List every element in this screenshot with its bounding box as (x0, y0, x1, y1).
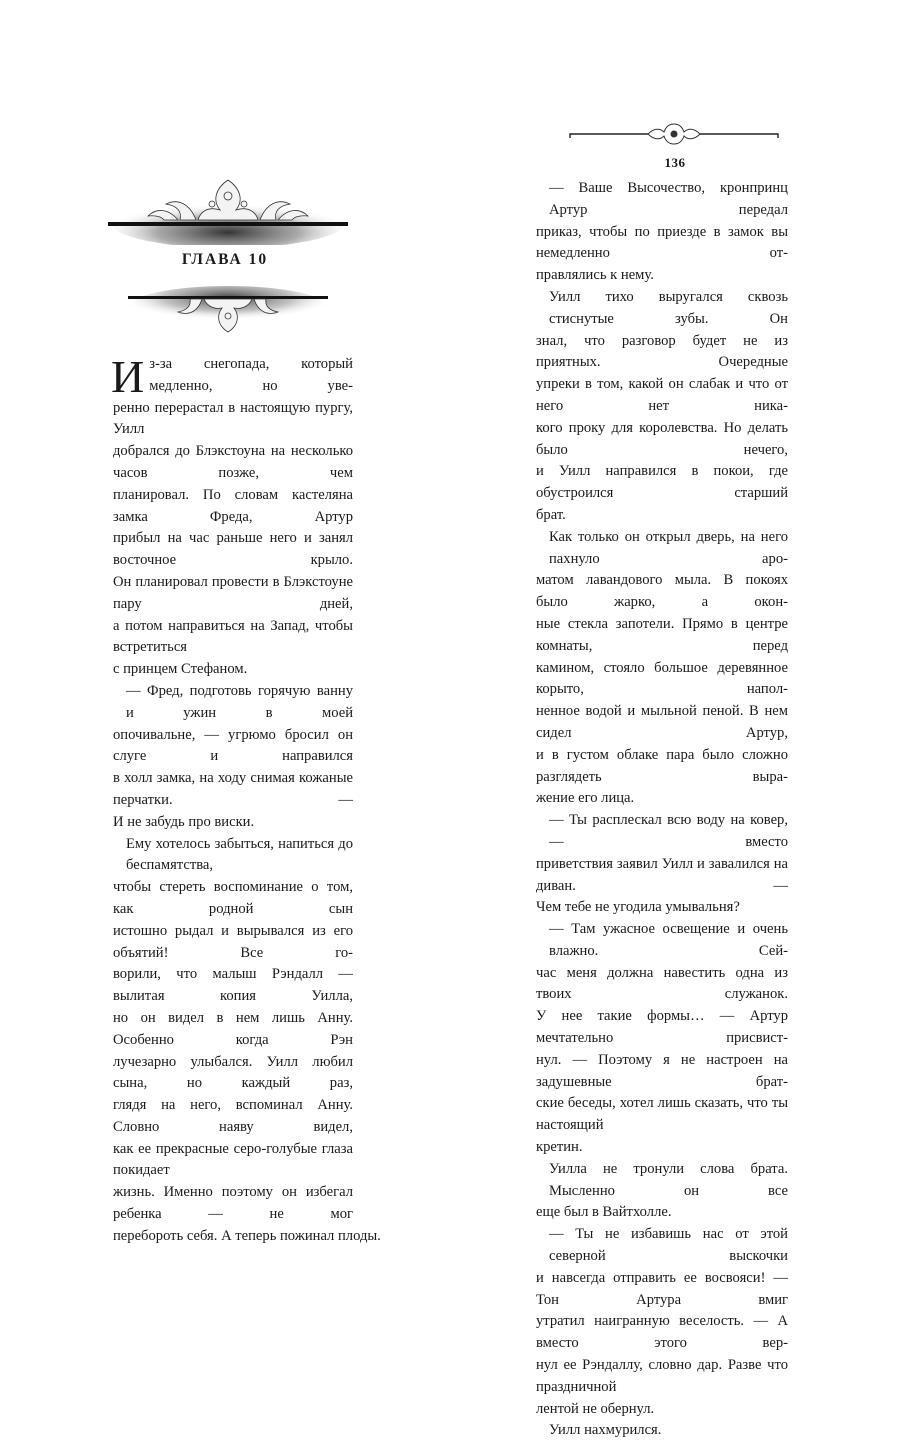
paragraph-continuation (113, 877, 381, 1248)
paragraph (113, 834, 353, 878)
text-line: ненное водой и мыльной пеной. В нем сидел Артур, (536, 703, 788, 741)
text-line: приветствия заявил Уилл и завалился на диван. — (536, 855, 788, 894)
text-line: жение его лица. (536, 790, 635, 807)
text-line: и Уилл направился в покои, где обустроился старший (536, 463, 788, 502)
chapter-top-ornament-icon (108, 160, 348, 245)
text-line: Он планировал провести в Блэкстоуне пару дней, (113, 573, 353, 612)
text-line: нул. — Поэтому я не настроен на задушевные брат- (536, 1051, 788, 1090)
text-line: брат. (536, 506, 566, 523)
text-line: Ему хотелось забыться, напиться до беспамятства, (126, 835, 353, 874)
text-line: Уилл тихо выругался сквозь стиснутые зубы. Он (549, 288, 788, 327)
text-line: — Ты расплескал всю воду на ковер, — вместо (549, 812, 788, 850)
left-page (0, 0, 450, 1244)
right-page-text (536, 178, 788, 1442)
text-line: с принцем Стефаном. (113, 661, 248, 678)
left-page-text (111, 351, 381, 1248)
text-line: Уилла не тронули слова брата. Мысленно он все (549, 1160, 788, 1199)
text-line: Чем тебе не угодила умывальня? (536, 899, 740, 916)
text-line: но он видел в нем лишь Анну. Особенно когда Рэн (113, 1009, 353, 1048)
text-line: добрался до Блэкстоуна на несколько часов позже, чем (113, 443, 353, 481)
text-line: кого проку для королевства. Но делать было нечего, (536, 419, 788, 458)
text-line: — Там ужасное освещение и очень влажно. Сей- (549, 921, 788, 959)
chapter-bottom-ornament-icon (128, 282, 328, 342)
drop-cap: И (111, 351, 145, 402)
text-line: У нее такие формы… — Артур мечтательно присвист- (536, 1008, 788, 1047)
text-line: прибыл на час раньше него и занял восточное крыло. (113, 530, 353, 569)
text-line: час меня должна навестить одна из твоих служанок. (536, 964, 788, 1003)
text-line: ворили, что малыш Рэндалл — вылитая копия Уилла, (113, 966, 353, 1005)
text-line: ренно перерастал в настоящую пургу, Уилл (113, 399, 353, 438)
text-line: правлялись к нему. (536, 267, 654, 284)
text-line: лентой не обернул. (536, 1400, 655, 1417)
text-line: кретин. (536, 1139, 583, 1156)
text-line: Уилл нахмурился. (549, 1422, 662, 1439)
text-line: в холл замка, на ходу снимая кожаные перчатки. — (113, 770, 353, 808)
text-line: упреки в том, какой он слабак и что от него нет ника- (536, 376, 788, 414)
paragraph (113, 681, 353, 725)
text-line: ные стекла запотели. Прямо в центре комнаты, перед (536, 615, 788, 654)
text-line: опочивальне, — угрюмо бросил он слуге и направился (113, 726, 353, 765)
text-line: как ее прекрасные серо-голубые глаза покидает (113, 1140, 353, 1179)
text-line: нул ее Рэндаллу, словно дар. Разве что праздничной (536, 1357, 788, 1395)
text-line: перебороть себя. А теперь пожинал плоды. (113, 1227, 381, 1244)
text-line: знал, что разговор будет не из приятных. Очередные (536, 332, 788, 371)
text-line: И не забудь про виски. (113, 813, 255, 830)
text-line: планировал. По словам кастеляна замка Фреда, Артур (113, 486, 353, 525)
chapter-title: ГЛАВА 10 (181, 251, 269, 268)
right-page (450, 0, 900, 1439)
text-line: камином, стояло большое деревянное корыто, напол- (536, 659, 788, 698)
text-line: — Ваше Высочество, кронпринц Артур передал (549, 180, 788, 218)
text-line: истошно рыдал и вырывался из его объятий! Все го- (113, 922, 353, 961)
text-line: еще был в Вайтхолле. (536, 1204, 672, 1221)
text-line: чтобы стереть воспоминание о том, как родной сын (113, 879, 353, 917)
page-number: 136 (664, 155, 686, 170)
text-line: лучезарно улыбался. Уилл любил сына, но каждый раз, (113, 1053, 353, 1092)
text-line: матом лавандового мыла. В покоях было жарко, а окон- (536, 572, 788, 611)
text-line: з-за снегопада, который медленно, но уве- (149, 356, 353, 394)
text-line: — Ты не избавишь нас от этой северной выскочки (549, 1226, 788, 1265)
paragraph-continuation (113, 725, 353, 834)
text-line: а потом направиться на Запад, чтобы встретиться (113, 617, 353, 656)
text-line: — Фред, подготовь горячую ванну и ужин в моей (126, 682, 353, 721)
text-line: утратил наигранную веселость. — А вместо этого вер- (536, 1313, 788, 1352)
text-line: и навсегда отправить ее восвояси! — Тон Артура вмиг (536, 1269, 788, 1308)
text-line: глядя на него, вспоминал Анну. Словно наяву видел, (113, 1097, 353, 1135)
text-line: Как только он открыл дверь, на него пахнуло аро- (549, 528, 788, 567)
text-line: жизнь. Именно поэтому он избегал ребенка — не мог (113, 1184, 353, 1223)
paragraph (111, 351, 353, 681)
text-line: ские беседы, хотел лишь сказать, что ты настоящий (536, 1095, 788, 1134)
page-header-ornament-icon (568, 118, 780, 152)
text-line: приказ, чтобы по приезде в замок вы немедленно от- (536, 223, 788, 262)
text-line: и в густом облаке пара было сложно разглядеть выра- (536, 746, 788, 785)
